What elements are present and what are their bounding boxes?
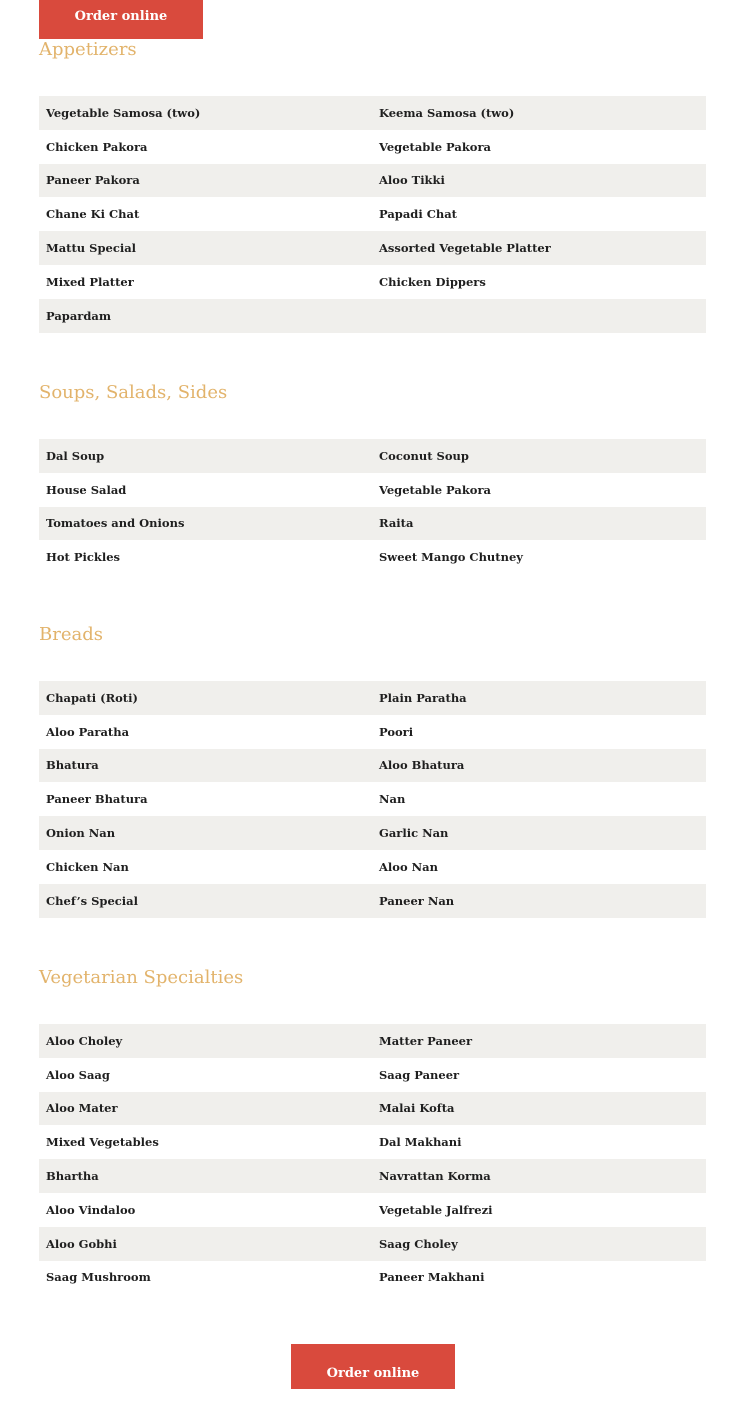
menu-item: Vegetable Samosa (two)	[39, 96, 372, 130]
menu-item: Keema Samosa (two)	[372, 96, 706, 130]
menu-item: Dal Makhani	[372, 1125, 706, 1159]
menu-item: Paneer Makhani	[372, 1261, 706, 1295]
table-row	[39, 164, 706, 198]
menu-item: Plain Paratha	[372, 681, 706, 715]
section-title: Soups, Salads, Sides	[39, 382, 228, 403]
table-row	[39, 1058, 706, 1092]
menu-item: Raita	[372, 507, 706, 541]
table-row	[39, 540, 706, 574]
menu-item: Onion Nan	[39, 816, 372, 850]
menu-item: Malai Kofta	[372, 1092, 706, 1126]
table-row	[39, 1125, 706, 1159]
table-row	[39, 96, 706, 130]
menu-item: Saag Paneer	[372, 1058, 706, 1092]
menu-item: Aloo Vindaloo	[39, 1193, 372, 1227]
section-title: Appetizers	[39, 39, 137, 60]
table-row	[39, 197, 706, 231]
menu-item: Bhartha	[39, 1159, 372, 1193]
order-online-button-top[interactable]: Order online	[39, 0, 203, 39]
menu-item: Aloo Nan	[372, 850, 706, 884]
table-row	[39, 816, 706, 850]
menu-item: Chicken Pakora	[39, 130, 372, 164]
table-row	[39, 130, 706, 164]
menu-item: Paneer Pakora	[39, 164, 372, 198]
menu-item: Chapati (Roti)	[39, 681, 372, 715]
menu-item: Aloo Choley	[39, 1024, 372, 1058]
menu-item	[372, 299, 706, 333]
menu-item: Bhatura	[39, 749, 372, 783]
table-row	[39, 1227, 706, 1261]
menu-item: Chicken Nan	[39, 850, 372, 884]
table-row	[39, 850, 706, 884]
menu-item: Navrattan Korma	[372, 1159, 706, 1193]
menu-table	[39, 1024, 706, 1294]
menu-item: Aloo Tikki	[372, 164, 706, 198]
section-title: Breads	[39, 624, 103, 645]
table-row	[39, 715, 706, 749]
menu-item: Hot Pickles	[39, 540, 372, 574]
table-row	[39, 884, 706, 918]
table-row	[39, 265, 706, 299]
menu-table	[39, 439, 706, 574]
table-row	[39, 1159, 706, 1193]
menu-item: Mixed Platter	[39, 265, 372, 299]
menu-item: Nan	[372, 782, 706, 816]
menu-item: Mixed Vegetables	[39, 1125, 372, 1159]
table-row	[39, 1024, 706, 1058]
section-title: Vegetarian Specialties	[39, 967, 244, 988]
table-row	[39, 782, 706, 816]
menu-item: Vegetable Pakora	[372, 473, 706, 507]
menu-item: Paneer Bhatura	[39, 782, 372, 816]
menu-item: Mattu Special	[39, 231, 372, 265]
menu-item: Vegetable Jalfrezi	[372, 1193, 706, 1227]
menu-item: Vegetable Pakora	[372, 130, 706, 164]
table-row	[39, 439, 706, 473]
table-row	[39, 1193, 706, 1227]
menu-item: Chicken Dippers	[372, 265, 706, 299]
menu-item: Aloo Saag	[39, 1058, 372, 1092]
menu-item: Garlic Nan	[372, 816, 706, 850]
table-row	[39, 231, 706, 265]
menu-table	[39, 681, 706, 918]
menu-item: Poori	[372, 715, 706, 749]
menu-item: Sweet Mango Chutney	[372, 540, 706, 574]
table-row	[39, 473, 706, 507]
menu-item: Chef’s Special	[39, 884, 372, 918]
menu-item: Papadi Chat	[372, 197, 706, 231]
menu-item: Papardam	[39, 299, 372, 333]
menu-item: Aloo Bhatura	[372, 749, 706, 783]
menu-item: Aloo Paratha	[39, 715, 372, 749]
menu-item: Coconut Soup	[372, 439, 706, 473]
table-row	[39, 299, 706, 333]
menu-item: House Salad	[39, 473, 372, 507]
menu-item: Saag Mushroom	[39, 1261, 372, 1295]
menu-item: Aloo Mater	[39, 1092, 372, 1126]
table-row	[39, 1092, 706, 1126]
menu-item: Assorted Vegetable Platter	[372, 231, 706, 265]
menu-item: Dal Soup	[39, 439, 372, 473]
menu-item: Matter Paneer	[372, 1024, 706, 1058]
menu-table	[39, 96, 706, 333]
table-row	[39, 1261, 706, 1295]
order-online-button-bottom[interactable]: Order online	[291, 1344, 455, 1389]
menu-item: Paneer Nan	[372, 884, 706, 918]
menu-item: Chane Ki Chat	[39, 197, 372, 231]
menu-item: Aloo Gobhi	[39, 1227, 372, 1261]
menu-item: Saag Choley	[372, 1227, 706, 1261]
menu-item: Tomatoes and Onions	[39, 507, 372, 541]
table-row	[39, 507, 706, 541]
table-row	[39, 681, 706, 715]
table-row	[39, 749, 706, 783]
